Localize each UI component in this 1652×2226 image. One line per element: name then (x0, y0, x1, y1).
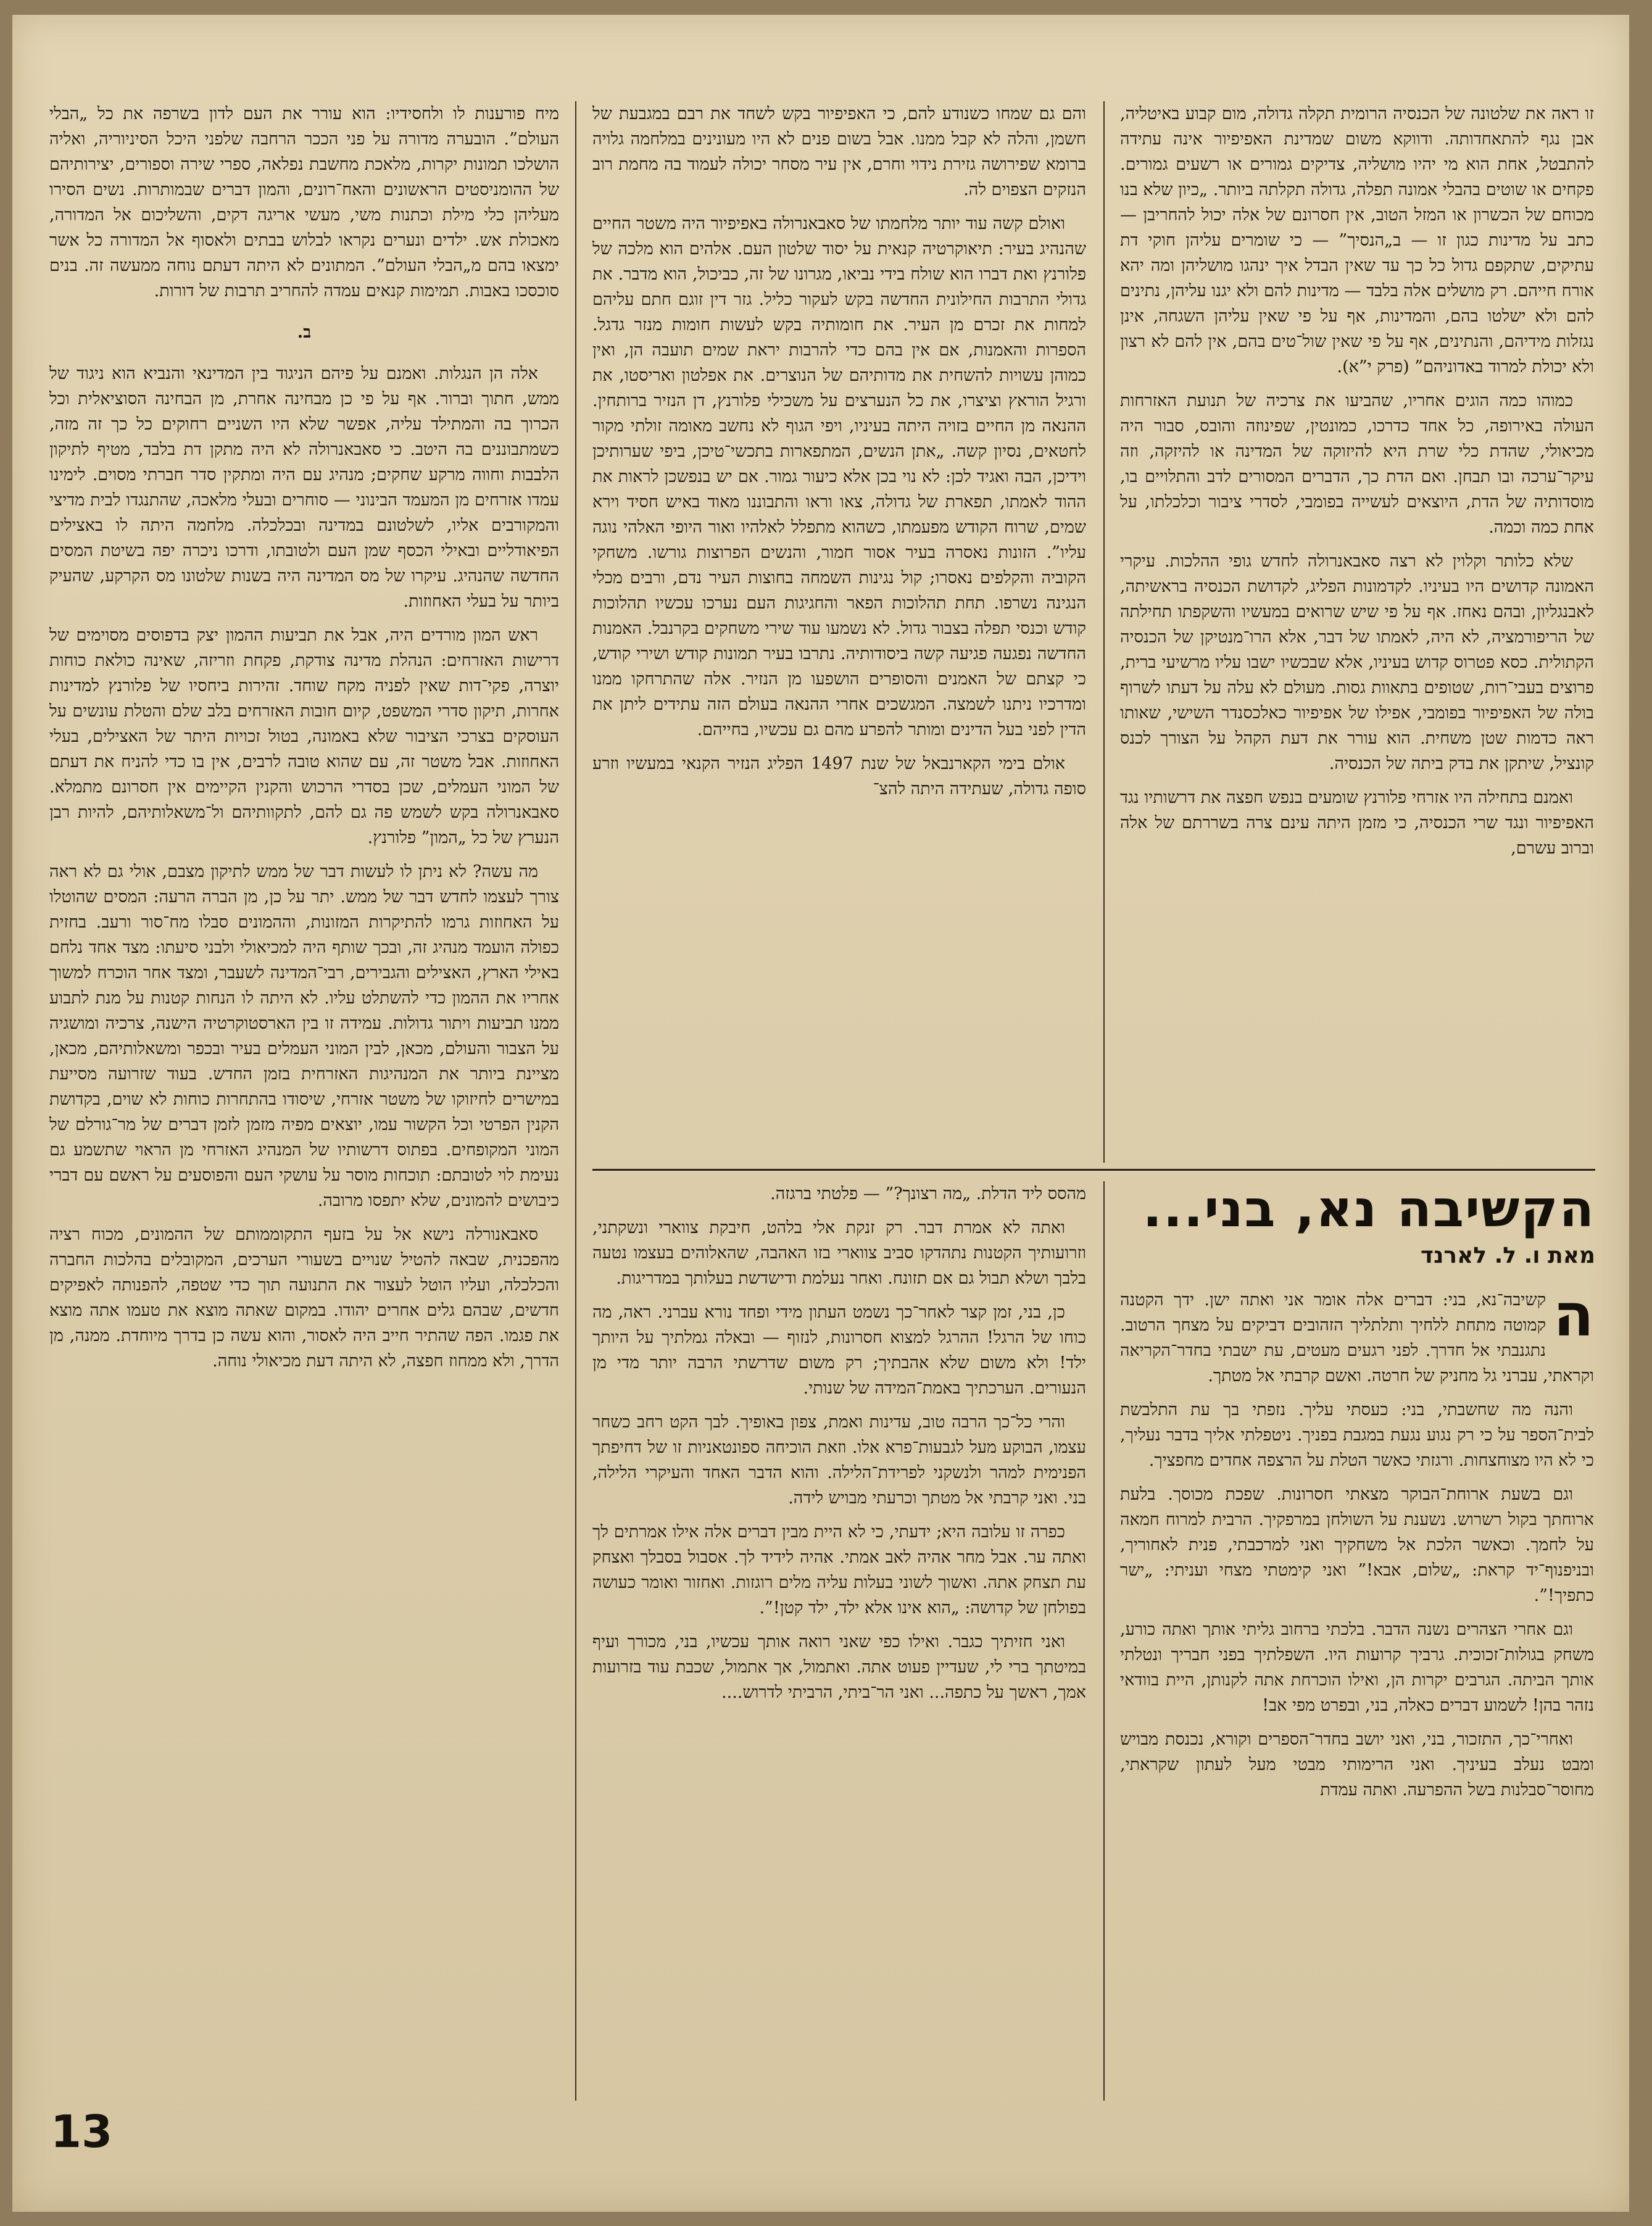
paragraph: כן, בני, זמן קצר לאחר־כך נשמט העתון מידי ופחד נורא עברני. ראה, מה כוחו של הרגל! ההרגל למצוא חסרונות, לנזוף — ובאלה גמלתיך על היותך ילד! ולא משום שלא אהבתיך; רק משום שדרשתי הרבה יותר מדי מן הנעורים. הערכתיך באמת־המידה של שנותי. (592, 1303, 1086, 1398)
paragraph: זו ראה את שלטונה של הכנסיה הרומית תקלה גדולה, מום קבוע באיטליה, אבן נגף להתאחדותה. ודווקא משום שמדינת האפיפיור אינה עתידה להתבטל, אחת הוא מי יהיו מושליה, צדיקים גמורים או רשעים גמורים. פקחים או שוטים בהבלי אמונה תפלה, גדולה תקלתה ביותר. „כיון שלא בנו מכוחם של הכשרון או המזל הטוב, אין חסרונם של אלה יכול להחריבן — כתב על מדינות כגון זו — ב„הנסיך” — כי שומרים עליהן חוקי דת עתיקים, שתקפם גדול כל כך עד שאין הבדל איך ינהגו מושליהן ומה יהא אורח חייהם. רק מושלים אלה בלבד — מדינות להם ולא יגנו עליהן, נתינים להם ולא ישלטו בהם, והמדינות, אף על פי שאין עליהן השגחה, אינן נגזלות מידיהם, והנתינים, אף על פי שאין שול־טים בהם, אין להם לא רצון ולא יכולת למרוד באדוניהם” (פרק י”א). (1120, 104, 1594, 376)
paragraph: ראש המון מורדים היה, אבל את תביעות ההמון יצק בדפוסים מסוימים של דרישות האזרחים: הנהלת מדינה צודקת, פקחת וזריזה, שאינה כולאת כוחות יוצרה, פקי־דות שאין לפניה מקח שוחד. זהירות ביחסיו של פלורנץ למדינות אחרות, תיקון סדרי המשפט, קיום חובות האזרחים בלב שלם והטלת עונשים על העוסקים בצרכי הציבור שלא באמונה, בטול זכויות היתר של האצילים, בעלי האחוזות. אבל משטר זה, עם שהוא טובה לרבים, אין בו כדי להניח את דעתם של המוני העמלים, שכן בסדרי הרכוש והקנין הקיימים אין חסרונם מתמלא. סאבאנרולה בקש לשמש פה גם להם, לתקוותיהם ול־משאלותיהם, להיות רבן הנערץ של כל „המון” פלורנץ. (49, 626, 559, 847)
paragraph: אולם בימי הקארנבאל של שנת 1497 הפליג הנזיר הקנאי במעשיו וזרע סופה גדולה, שעתידה היתה להצ־ (592, 754, 1086, 799)
article-column-left (592, 1181, 1086, 1714)
article-column-right (1120, 1281, 1594, 1811)
paragraph: מיח פורענות לו ולחסידיו: הוא עורר את העם לדון בשרפה את כל „הבלי העולם”. הובערה מדורה על פני הככר הרחבה שלפני היכל הסיניוריה, ואליה הושלכו תמונות יקרות, מלאכת מחשבת נפלאה, ספרי שירה וספורים, יצירותיהם של ההומניסטים הראשונים והאח־רונים, והמון דברים שבמותרות. נשים הסירו מעליהן כלי מילת וכתנות משי, מעשי אריגה דקים, והשליכום אל המדורה, מאכולת אש. ילדים ונערים נקראו לבלוש בבתים ולאסוף אל המדורה כל אשר ימצאו בהם מ„הבלי העולם”. המתונים לא היתה דעתם נוחה ממעשה זה. בנים סוכסכו באבות. תמימות קנאים עמדה להחריב תרבות של דורות. (49, 104, 559, 301)
paragraph: ואתה לא אמרת דבר. רק זנקת אלי בלהט, חיבקת צווארי ונשקתני, וזרועותיך הקטנות נתהדקו סביב צווארי בזו האהבה, שהאלוהים בעצמו נטעה בלבך ושלא תבול גם אם תזונח. ואחר נעלמת ודישדשת בעלותך במדריגות. (592, 1218, 1086, 1288)
section-number: ב. (297, 323, 312, 342)
paragraph: אלה הן הנגלות. ואמנם על פיהם הניגוד בין המדינאי והנביא הוא ניגוד של ממש, חתוך וברור. אף על פי כן מבחינה אחרת, מן הבחינה הסוציאלית וכל הכרוך בה והמתילד עליה, אפשר שלא היו השניים רחוקים כל כך זה מזה, כשמתבוננים בה היטב. כי סאבאנרולה לא היה מתקן דת בלבד, מטיף לתיקון הלבבות וחווה מרקע שחקים; מנהיג עם היה ומתקין סדר חברתי מסוים. לימינו עמדו אזרחים מן המעמד הבינוני — סוחרים ובעלי מלאכה, שהתנגדו לבית מדיצי והמקורבים אליו, לשלטונם במדינה ובכלכלה. מלחמה היתה לו באצילים הפיאודליים ובאילי הכסף שמן העם ולטובתו, ודרכו ניכרה יפה בשיטת המסים החדשה שהנהיג. עיקרו של מס המדינה היה בשנות שלטונו מס הקרקע, שהעיק ביותר על בעלי האחוזות. (49, 364, 559, 611)
paragraph: ואחרי־כך, התזכור, בני, ואני יושב בחדר־הספרים וקורא, נכנסת מבויש ומבט נעלב בעיניך. ואני הרימותי מבטי מעל לעתון שקראתי, מחוסר־סבלנות בשל ההפרעה. ואתה עמדת (1120, 1730, 1594, 1800)
drop-cap: ה (1553, 1281, 1594, 1350)
column-divider (1103, 1181, 1105, 2101)
column-divider (575, 101, 576, 2101)
paragraph: כמוהו כמה הוגים אחריו, שהביעו את צרכיה של תנועת האזרחות העולה באירופה, כל אחד כדרכו, כמונטין, שפינוזה והובס, סבור היה מכיאולי, שהדת כלי שרת היא להיזוקה של המדינה או להיזקה, וזה עיקר־ערכה ובו תבחן. ואם הדת כך, הדברים המסורים לדב והתלויים בו, מוסדותיה של הדת, היוצאים לעשייה בפומבי, לסדרי ציבור וכלכלתו, על אחת כמה וכמה. (1120, 391, 1594, 537)
paragraph: מה עשה? לא ניתן לו לעשות דבר של ממש לתיקון מצבם, אולי גם לא ראה צורך לעצמו לחדש דבר של ממש. יתר על כן, מן הברה הרעה: המסים שהוטלו על האחוזות גרמו להתיקרות המזונות, וההמונים סבלו מח־סור ורעב. בחזית כפולה הועמד מנהיג זה, ובכך שותף היה למכיאולי ולבני סיעתו: מצד אחד נלחם באילי הארץ, האצילים והגבירים, רבי־המדינה לשעבר, ומצד אחר הוכרח למשוך אחריו את ההמון כדי להשתלט עליו. לא היתה לו הנחות קטנות על מנת לתבוע ממנו תביעות ויתור גדולות. עמידה זו בין הארסטוקרטיה הישנה, צרכיה ומושגיה על הצבור והעולם, מכאן, לבין המוני העמלים בעיר ובכפר ומשאלותיהם, מכאן, מציינת ביותר את המנהיגות האזרחית בזמן החדש. בעוד שזרועה מסייעת במישרים לחיזוקו של משטר אזרחי, שיסודו בהתחרות כוחות לא שוים, בקדושת הקנין הפרטי וכל הקשור עמו, יוצאים מפיה מזמן לזמן דברים של מר־גורלם של המוני המקופחים. בפתוס דרשותיו של המנהיג האזרחי מן הראוי שתשמע גם נעימת לוי לטובתם: תוכחות מוסר על עושקי העם והפוסעים על ראשם עם דברי כיבושים להמונים, שלא יתפסו מרובה. (49, 862, 559, 1210)
paragraph: ואמנם בתחילה היו אזרחי פלורנץ שומעים בנפש חפצה את דרשותיו נגד האפיפיור ונגד שרי הכנסיה, כי מזמן היתה עינם צרה בשררתם של אלה וברוב עשרם, (1120, 788, 1594, 858)
paragraph: מהסס ליד הדלת. „מה רצונך?” — פלטתי ברגזה. (770, 1184, 1086, 1203)
column-divider (1103, 101, 1105, 1163)
essay-column-middle (592, 101, 1086, 810)
essay-column-right (1120, 101, 1594, 870)
paragraph: כפרה זו עלובה היא; ידעתי, כי לא היית מבין דברים אלה אילו אמרתים לך ואתה ער. אבל מחר אהיה לאב אמתי. אהיה לידיד לך. אסבול בסבלך ואצחק עת תצחק אתה. ואשוך לשוני בעלות עליה מלים רוגזות. ואחזור ואומר כעושה בפולחן של קדושה: „הוא אינו אלא ילד, ילד קטן!”. (592, 1522, 1086, 1618)
paragraph: והנה מה שחשבתי, בני: כעסתי עליך. נזפתי בך עת התלבשת לבית־הספר על כי רק נגוע נגעת במגבת בפניך. ניטפלתי אליך בדבר נעליך, כי לא היו מצוחצחות. ורגזתי כאשר הטלת על הרצפה אחדים מחפציך. (1120, 1400, 1594, 1470)
paragraph: והרי כל־כך הרבה טוב, עדינות ואמת, צפון באופיך. לבך הקט רחב כשחר עצמו, הבוקע מעל לגבעות־פרא אלו. וזאת הוכיחה ספונטאניות זו של דחיפתך הפנימית למהר ולנשקני לפרידת־הלילה. והוא הדבר האחד והעיקרי הלילה, בני. ואני קרבתי אל מטתך וכרעתי מבויש לידה. (592, 1413, 1086, 1508)
article-title: הקשיבה נא, בני... (1142, 1180, 1595, 1239)
paragraph: וגם אחרי הצהרים נשנה הדבר. בלכתי ברחוב גליתי אותך ואתה כורע, משחק בגולות־זכוכית. גרביך קרועות היו. השפלתיך בפני חבריך ונטלתי אותך הביתה. הגרבים יקרות הן, ואילו הוכרחת אתה לקנותן, היית בוודאי נזהר בהן! לשמוע דברים כאלה, בני, ובפרט מפי אב! (1120, 1620, 1594, 1715)
page-number: 13 (51, 2106, 113, 2157)
first-paragraph-text: קשיבה־נא, בני: דברים אלה אומר אני ואתה ישן. ידך הקטנה קמוטה מתחת ללחיך ותלתליך הזהובים דביקים על מצחך הרטוב. נתגנבתי אל חדרך. לפני רגעים מעטים, עת ישבתי בחדר־הקריאה וקראתי, עברני גל מחניק של חרטה. ואשם קרבתי אל מטתך. (1120, 1290, 1594, 1385)
first-paragraph (1120, 1281, 1594, 1389)
paragraph: ואולם קשה עוד יותר מלחמתו של סאבאנרולה באפיפיור היה משטר החיים שהנהיג בעיר: תיאוקרטיה קנאית על יסוד שלטון העם. אלהים הוא מלכה של פלורנץ ואת דברו הוא שולח בידי נביאו, מגרונו של זה, כביכול, הוא מדבר. את גדולי התרבות החילונית החדשה בקש לעקור כליל. גזר דין זוגם חתם עליהם למחות את זכרם מן העיר. את חומותיה בקש לעשות חומות מנזר גדגל. הספרות והאמנות, אם אין בהם כדי להרבות יראת שמים תועבה הן, ואין כמוהן עשויות להשחית את מדותיהם של הנוצרים. את אפלטון ואריסטו, את ורגיל הוראץ וציצרו, את כל הנערצים על משכילי פלורנץ, דן הנזיר ברותחין. ההנאה מן החיים בזויה היתה בעיניו, ויפי הגוף לא נחשב מאומה זולתי מקור לחטאים, נסיון קשה. „אתן הנשים, המתפארות בתכשי־טיכן, ביפי שערותיכן וידיכן, הבה ואגיד לכן: לא נוי בכן אלא כיעור גמור. אם יש בנפשכן לראות את ההוד לאמתו, תפארת של גדולה, צאו וראו והתבוננו מאוד באיש חסיד וירא שמים, שרוח הקודש מפעמתו, כשהוא מתפלל לאלהיו ואור היופי האלהי נוגה עליו”. הזונות נאסרה בעיר אסור חמור, והנשים הפרוצות גורשו. משחקי הקוביה והקלפים נאסרו; קול נגינות השמחה בחוצות העיר נדם, ורבים מכלי הנגינה נשרפו. תחת תהלוכות הפאר והחגיגות העם נערכו עכשיו תהלוכות קודש וכנסי תפלה בצבור גדול. לא נשמעו עוד שירי משחקים בקרנבל. האמנות החדשה נפגעה פגיעה קשה ביסודותיה. נתרבו בעיר תמונות קודש ושירי קודש, כי קצתם של האמנים והסופרים הושפעו מן הנזיר. אלה שהתרחקו ממנו ומדרכיו ניתנו לשמצה. המגשכים אחרי ההנאה בעולם הזה עתידים ליתן את הדין לפני בעל הדינים ומותר להפרע מהם גם עכשיו, בחייהם. (592, 214, 1086, 739)
paragraph: ואני חזיתיך כגבר. ואילו כפי שאני רואה אותך עכשיו, בני, מכורך ועיף במיטתך ברי לי, שעדיין פעוט אתה. ואתמול, אך אתמול, שכבת עוד בזרועות אמך, ראשך על כתפה... ואני הר־ביתי, הרביתי לדרוש.... (592, 1632, 1086, 1702)
article-byline: מאת ו. ל. לארנד (1420, 1243, 1595, 1268)
paragraph: וגם בשעת ארוחת־הבוקר מצאתי חסרונות. שפכת מכוסך. בלעת ארוחתך בקול רשרוש. נשענת על השולחן במרפקיך. הרבית למרוח חמאה על לחמך. וכאשר הלכת אל משחקיך ואני למרכבתי, פנית לאחוריך, ובניפנוף־יד קראת: „שלום, אבא!” ואני קימטתי מצחי ועניתי: „ישר כתפיך!”. (1120, 1485, 1594, 1605)
essay-column-left (49, 101, 559, 1382)
magazine-page (12, 15, 1629, 2212)
paragraph: שלא כלותר וקלוין לא רצה סאבאנרולה לחדש גופי ההלכות. עיקרי האמונה קדושים היו בעיניו. לקדמונות הפליג, לקדושת הכנסיה בראשיתה, לאבנגליון, ובהם נאחז. אף על פי שיש שרואים במעשיו והשקפתו תחילתה של הריפורמציה, לא היה, לאמתו של דבר, אלא הרו־מנטיקן של הכנסיה הקתולית. כסא פטרוס קדוש בעיניו, אלא שבכשיו ישבו עליו מרשיעי ברית, פרוצים בעבי־רות, שטופים בתאוות גסות. מעולם לא עלה על דעתו לשרוף בולה של האפיפיור בפומבי, אפילו של אפיפיור כאלכסנדר השישי, שאותו ראה כדמות שטן משחית. הוא עורר את דעת הקהל על הצורך לכנס קונציל, שיתקן את בדק ביתה של הכנסיה. (1120, 552, 1594, 773)
paragraph: סאבאנורלה נישא אל על בזעף התקוממותם של ההמונים, מכוח רציה מהפכנית, שבאה להטיל שנויים בשעורי הערכים, המקובלים בהלכות החברה והכלכלה, ועליו הוטל לעצור את התנועה תוך כדי שטפה, להפנותה לאפיקים חדשים, שבהם גלים אחרים יהודו. במקום שאתה מוצא את טעמו אתה מוצא את פגמו. הפה שהתיר חייב היה לאסור, והוא עשה כן בדרך מיוחדת. ממנה, מן הדרך, ולא ממחוז חפצה, לא היתה דעת מכיאולי נוחה. (49, 1225, 559, 1371)
paragraph: והם גם שמחו כשנודע להם, כי האפיפיור בקש לשחד את רבם במגבעת של חשמן, והלה לא קבל ממנו. אבל בשום פנים לא היו מעונינים במלחמה גלויה ברומא שפירושה גזירת נידוי וחרם, אין עיר מסחר יכולה לעמוד בה מחמת רוב הנזקים הצפוים לה. (592, 104, 1086, 199)
article-separator (592, 1169, 1595, 1171)
